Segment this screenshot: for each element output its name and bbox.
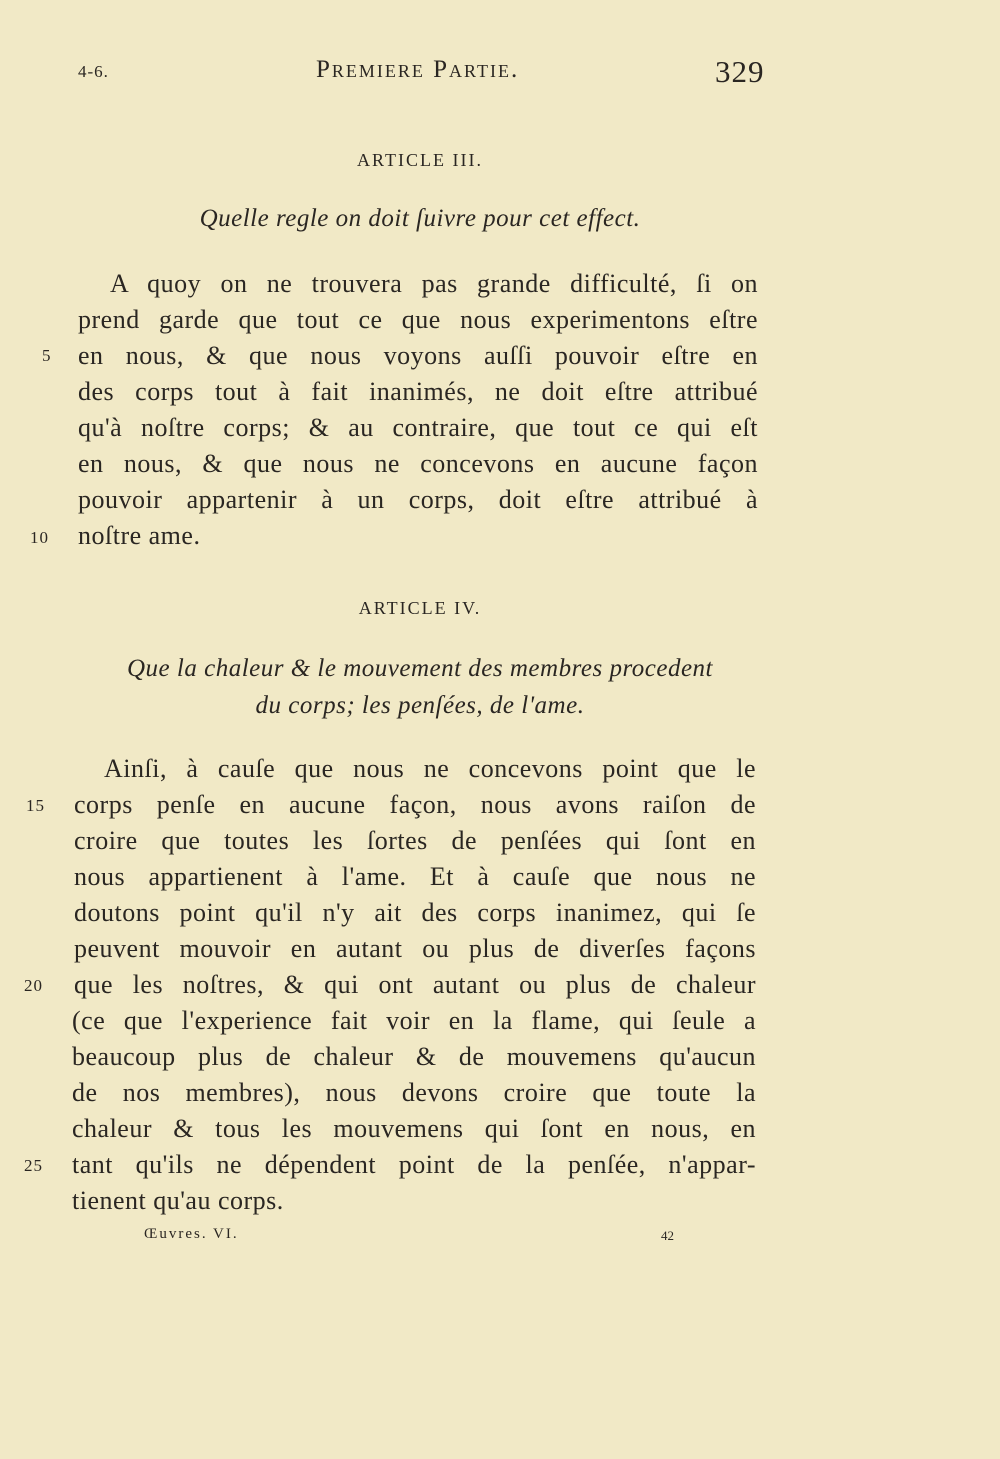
footer-volume: Œuvres. VI. xyxy=(144,1226,239,1242)
article-3-heading: ARTICLE III. xyxy=(357,150,483,170)
article-4-title-line-1: Que la chaleur & le mouvement des membres procedent xyxy=(127,655,713,682)
line-number: 10 xyxy=(30,528,49,547)
article-4-line: corps penſe en aucune façon, nous avons raiſon de xyxy=(74,790,756,819)
article-4-line: beaucoup plus de chaleur & de mouvemens qu'aucun xyxy=(72,1042,756,1071)
article-3-line: noſtre ame. xyxy=(78,521,201,550)
line-number: 15 xyxy=(26,796,45,815)
article-3-line: A quoy on ne trouvera pas grande difficulté, ſi on xyxy=(110,269,758,298)
article-3-line: en nous, & que nous ne concevons en aucune façon xyxy=(78,449,758,478)
header-section-range: 4-6. xyxy=(78,62,109,81)
footer-signature: 42 xyxy=(661,1228,674,1243)
article-4-line: tant qu'ils ne dépendent point de la penſée, n'appar- xyxy=(72,1150,756,1179)
article-3-line: qu'à noſtre corps; & au contraire, que tout ce qui eſt xyxy=(78,413,758,442)
article-3-line: prend garde que tout ce que nous experimentons eſtre xyxy=(78,305,758,334)
article-3-line: en nous, & que nous voyons auſſi pouvoir eſtre en xyxy=(78,341,758,370)
article-4-line: nous appartienent à l'ame. Et à cauſe que nous ne xyxy=(74,862,756,891)
page-number: 329 xyxy=(715,54,765,89)
article-4-line: chaleur & tous les mouvemens qui ſont en nous, en xyxy=(72,1114,756,1143)
article-4-line: croire que toutes les ſortes de penſées qui ſont en xyxy=(74,826,756,855)
article-4-line: tienent qu'au corps. xyxy=(72,1186,284,1215)
article-4-line: de nos membres), nous devons croire que toute la xyxy=(72,1078,756,1107)
article-3-line: pouvoir appartenir à un corps, doit eſtre attribué à xyxy=(78,485,758,514)
line-number: 5 xyxy=(42,346,52,365)
article-4-line: peuvent mouvoir en autant ou plus de diverſes façons xyxy=(74,934,756,963)
line-number: 25 xyxy=(24,1156,43,1175)
article-3-line: des corps tout à fait inanimés, ne doit eſtre attribué xyxy=(78,377,758,406)
article-3-title: Quelle regle on doit ſuivre pour cet effect. xyxy=(199,205,641,232)
article-4-title-line-2: du corps; les penſées, de l'ame. xyxy=(255,692,585,719)
article-4-line: (ce que l'experience fait voir en la flame, qui ſeule a xyxy=(72,1006,756,1035)
article-4-heading: ARTICLE IV. xyxy=(358,598,482,618)
running-title: Premiere Partie. xyxy=(316,56,520,83)
article-4-line: doutons point qu'il n'y ait des corps inanimez, qui ſe xyxy=(74,898,756,927)
line-number: 20 xyxy=(24,976,43,995)
article-4-line: Ainſi, à cauſe que nous ne concevons point que le xyxy=(104,754,756,783)
article-4-line: que les noſtres, & qui ont autant ou plus de chaleur xyxy=(74,970,756,999)
